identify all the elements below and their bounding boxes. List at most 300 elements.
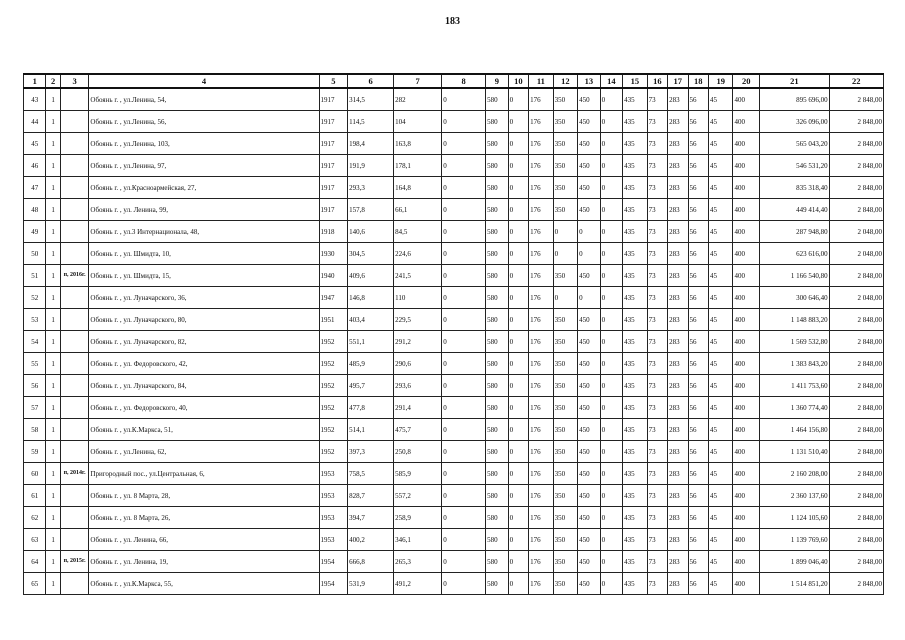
cell-col-18: 56 [688, 177, 708, 199]
cell-col-15: 435 [623, 221, 648, 243]
table-row [24, 243, 884, 265]
cell-col-8: 0 [442, 375, 486, 397]
cell-col-19: 45 [708, 463, 733, 485]
cell-col-9: 580 [486, 375, 508, 397]
cell-col-5: 1952 [319, 331, 348, 353]
cell-col-9: 580 [486, 485, 508, 507]
cell-col-2: 1 [46, 265, 60, 287]
cell-col-7: 241,5 [394, 265, 442, 287]
cell-col-8: 0 [442, 573, 486, 595]
cell-col-11: 176 [529, 309, 554, 331]
cell-col-5: 1952 [319, 419, 348, 441]
cell-col-9: 580 [486, 463, 508, 485]
cell-col-11: 176 [529, 88, 554, 111]
cell-col-5: 1954 [319, 573, 348, 595]
cell-col-6: 758,5 [348, 463, 394, 485]
table-row [24, 309, 884, 331]
cell-col-7: 291,2 [394, 331, 442, 353]
cell-col-5: 1918 [319, 221, 348, 243]
cell-col-18: 56 [688, 485, 708, 507]
cell-col-4: Обоянь г. , ул. 8 Марта, 28, [89, 485, 319, 507]
cell-col-13: 450 [578, 551, 600, 573]
cell-col-18: 56 [688, 375, 708, 397]
cell-col-13: 450 [578, 463, 600, 485]
cell-col-5: 1917 [319, 88, 348, 111]
cell-col-21: 1 569 532,80 [760, 331, 830, 353]
cell-col-18: 56 [688, 287, 708, 309]
cell-col-11: 176 [529, 111, 554, 133]
cell-col-6: 409,6 [348, 265, 394, 287]
cell-col-12: 350 [553, 463, 578, 485]
cell-col-4: Обоянь г. , ул.Ленина, 54, [89, 88, 319, 111]
cell-col-5: 1940 [319, 265, 348, 287]
cell-col-13: 450 [578, 133, 600, 155]
cell-col-20: 400 [733, 243, 760, 265]
column-header-13: 13 [578, 74, 600, 88]
cell-col-14: 0 [600, 573, 622, 595]
cell-col-10: 0 [508, 397, 528, 419]
cell-col-13: 0 [578, 287, 600, 309]
cell-col-4: Обоянь г. , ул. Луначарского, 36, [89, 287, 319, 309]
cell-col-14: 0 [600, 529, 622, 551]
cell-col-5: 1947 [319, 287, 348, 309]
cell-col-2: 1 [46, 199, 60, 221]
table-row [24, 573, 884, 595]
cell-col-22: 2 848,00 [829, 551, 883, 573]
cell-col-17: 283 [668, 331, 688, 353]
cell-col-19: 45 [708, 133, 733, 155]
cell-col-11: 176 [529, 485, 554, 507]
cell-col-3: п, 2014г. [60, 463, 89, 485]
cell-col-12: 350 [553, 529, 578, 551]
cell-col-6: 394,7 [348, 507, 394, 529]
cell-col-11: 176 [529, 529, 554, 551]
cell-col-19: 45 [708, 221, 733, 243]
cell-col-4: Обоянь г. , ул. Луначарского, 80, [89, 309, 319, 331]
cell-col-21: 565 043,20 [760, 133, 830, 155]
cell-col-3 [60, 375, 89, 397]
cell-col-3 [60, 309, 89, 331]
cell-col-12: 350 [553, 265, 578, 287]
cell-col-16: 73 [647, 529, 667, 551]
cell-col-2: 1 [46, 221, 60, 243]
cell-col-20: 400 [733, 507, 760, 529]
cell-col-20: 400 [733, 375, 760, 397]
cell-col-22: 2 848,00 [829, 353, 883, 375]
cell-col-7: 346,1 [394, 529, 442, 551]
cell-col-4: Обоянь г. , ул.3 Интернационала, 48, [89, 221, 319, 243]
cell-col-8: 0 [442, 353, 486, 375]
cell-col-10: 0 [508, 309, 528, 331]
cell-col-10: 0 [508, 111, 528, 133]
cell-col-17: 283 [668, 441, 688, 463]
table-row [24, 111, 884, 133]
cell-col-14: 0 [600, 243, 622, 265]
cell-col-4: Обоянь г. , ул. Ленина, 66, [89, 529, 319, 551]
cell-col-14: 0 [600, 419, 622, 441]
cell-col-20: 400 [733, 287, 760, 309]
cell-col-9: 580 [486, 221, 508, 243]
cell-col-2: 1 [46, 375, 60, 397]
cell-col-15: 435 [623, 287, 648, 309]
cell-col-12: 350 [553, 375, 578, 397]
cell-col-22: 2 848,00 [829, 419, 883, 441]
cell-col-12: 350 [553, 155, 578, 177]
column-header-8: 8 [442, 74, 486, 88]
cell-col-15: 435 [623, 243, 648, 265]
column-header-19: 19 [708, 74, 733, 88]
cell-col-22: 2 848,00 [829, 309, 883, 331]
cell-col-20: 400 [733, 88, 760, 111]
column-header-1: 1 [24, 74, 46, 88]
cell-col-13: 450 [578, 155, 600, 177]
cell-col-13: 450 [578, 507, 600, 529]
column-header-3: 3 [60, 74, 89, 88]
cell-col-10: 0 [508, 331, 528, 353]
cell-col-2: 1 [46, 353, 60, 375]
cell-col-9: 580 [486, 265, 508, 287]
cell-col-17: 283 [668, 221, 688, 243]
cell-col-4: Обоянь г. , ул.К.Маркса, 55, [89, 573, 319, 595]
cell-col-13: 450 [578, 111, 600, 133]
cell-col-18: 56 [688, 331, 708, 353]
cell-col-20: 400 [733, 463, 760, 485]
cell-col-19: 45 [708, 111, 733, 133]
cell-col-11: 176 [529, 221, 554, 243]
cell-col-11: 176 [529, 397, 554, 419]
cell-col-19: 45 [708, 485, 733, 507]
cell-col-2: 1 [46, 397, 60, 419]
cell-col-22: 2 848,00 [829, 111, 883, 133]
cell-col-11: 176 [529, 353, 554, 375]
cell-col-2: 1 [46, 485, 60, 507]
cell-col-17: 283 [668, 463, 688, 485]
cell-col-21: 835 318,40 [760, 177, 830, 199]
cell-col-8: 0 [442, 111, 486, 133]
cell-col-2: 1 [46, 111, 60, 133]
cell-col-1: 58 [24, 419, 46, 441]
cell-col-3 [60, 177, 89, 199]
cell-col-13: 450 [578, 485, 600, 507]
cell-col-3 [60, 397, 89, 419]
cell-col-10: 0 [508, 419, 528, 441]
cell-col-17: 283 [668, 265, 688, 287]
cell-col-4: Обоянь г. , ул. Луначарского, 84, [89, 375, 319, 397]
cell-col-1: 46 [24, 155, 46, 177]
cell-col-14: 0 [600, 353, 622, 375]
cell-col-10: 0 [508, 507, 528, 529]
cell-col-18: 56 [688, 88, 708, 111]
cell-col-4: Обоянь г. , ул. Шмидта, 15, [89, 265, 319, 287]
cell-col-10: 0 [508, 441, 528, 463]
cell-col-8: 0 [442, 397, 486, 419]
cell-col-11: 176 [529, 243, 554, 265]
cell-col-3 [60, 331, 89, 353]
cell-col-4: Обоянь г. , ул.Ленина, 62, [89, 441, 319, 463]
cell-col-11: 176 [529, 265, 554, 287]
cell-col-9: 580 [486, 441, 508, 463]
table-row [24, 353, 884, 375]
cell-col-10: 0 [508, 551, 528, 573]
cell-col-15: 435 [623, 111, 648, 133]
cell-col-6: 403,4 [348, 309, 394, 331]
cell-col-14: 0 [600, 221, 622, 243]
cell-col-14: 0 [600, 397, 622, 419]
cell-col-22: 2 048,00 [829, 287, 883, 309]
cell-col-1: 45 [24, 133, 46, 155]
cell-col-21: 2 360 137,60 [760, 485, 830, 507]
cell-col-8: 0 [442, 419, 486, 441]
cell-col-12: 350 [553, 353, 578, 375]
cell-col-1: 61 [24, 485, 46, 507]
cell-col-5: 1917 [319, 199, 348, 221]
cell-col-6: 397,3 [348, 441, 394, 463]
cell-col-14: 0 [600, 88, 622, 111]
cell-col-8: 0 [442, 265, 486, 287]
page-number: 183 [445, 16, 460, 27]
table-row [24, 331, 884, 353]
cell-col-6: 531,9 [348, 573, 394, 595]
cell-col-12: 350 [553, 441, 578, 463]
cell-col-7: 84,5 [394, 221, 442, 243]
cell-col-16: 73 [647, 397, 667, 419]
cell-col-3 [60, 573, 89, 595]
cell-col-6: 666,8 [348, 551, 394, 573]
cell-col-1: 48 [24, 199, 46, 221]
cell-col-1: 52 [24, 287, 46, 309]
cell-col-22: 2 848,00 [829, 133, 883, 155]
column-header-7: 7 [394, 74, 442, 88]
cell-col-4: Обоянь г. , ул.К.Маркса, 51, [89, 419, 319, 441]
cell-col-12: 350 [553, 551, 578, 573]
cell-col-7: 229,5 [394, 309, 442, 331]
cell-col-7: 258,9 [394, 507, 442, 529]
cell-col-21: 326 096,00 [760, 111, 830, 133]
column-header-20: 20 [733, 74, 760, 88]
cell-col-11: 176 [529, 287, 554, 309]
cell-col-19: 45 [708, 419, 733, 441]
cell-col-6: 828,7 [348, 485, 394, 507]
cell-col-20: 400 [733, 551, 760, 573]
cell-col-14: 0 [600, 441, 622, 463]
cell-col-19: 45 [708, 573, 733, 595]
cell-col-3 [60, 199, 89, 221]
cell-col-4: Обоянь г. , ул.Красноармейская, 27, [89, 177, 319, 199]
cell-col-20: 400 [733, 353, 760, 375]
cell-col-22: 2 848,00 [829, 177, 883, 199]
cell-col-19: 45 [708, 265, 733, 287]
cell-col-2: 1 [46, 88, 60, 111]
cell-col-14: 0 [600, 111, 622, 133]
cell-col-7: 163,8 [394, 133, 442, 155]
cell-col-1: 49 [24, 221, 46, 243]
cell-col-7: 164,8 [394, 177, 442, 199]
cell-col-8: 0 [442, 177, 486, 199]
cell-col-6: 514,1 [348, 419, 394, 441]
cell-col-2: 1 [46, 573, 60, 595]
cell-col-18: 56 [688, 155, 708, 177]
cell-col-15: 435 [623, 419, 648, 441]
cell-col-14: 0 [600, 375, 622, 397]
cell-col-6: 551,1 [348, 331, 394, 353]
column-header-16: 16 [647, 74, 667, 88]
cell-col-9: 580 [486, 353, 508, 375]
cell-col-21: 287 948,80 [760, 221, 830, 243]
cell-col-7: 293,6 [394, 375, 442, 397]
cell-col-6: 314,5 [348, 88, 394, 111]
cell-col-14: 0 [600, 485, 622, 507]
cell-col-3 [60, 133, 89, 155]
cell-col-9: 580 [486, 287, 508, 309]
cell-col-2: 1 [46, 529, 60, 551]
cell-col-16: 73 [647, 419, 667, 441]
cell-col-12: 350 [553, 507, 578, 529]
cell-col-18: 56 [688, 133, 708, 155]
cell-col-19: 45 [708, 155, 733, 177]
cell-col-8: 0 [442, 529, 486, 551]
cell-col-6: 157,8 [348, 199, 394, 221]
cell-col-10: 0 [508, 221, 528, 243]
cell-col-19: 45 [708, 287, 733, 309]
column-header-9: 9 [486, 74, 508, 88]
cell-col-17: 283 [668, 353, 688, 375]
cell-col-21: 1 166 540,80 [760, 265, 830, 287]
cell-col-21: 1 514 851,20 [760, 573, 830, 595]
cell-col-19: 45 [708, 441, 733, 463]
cell-col-14: 0 [600, 287, 622, 309]
cell-col-22: 2 848,00 [829, 573, 883, 595]
cell-col-21: 300 646,40 [760, 287, 830, 309]
cell-col-1: 56 [24, 375, 46, 397]
cell-col-5: 1953 [319, 485, 348, 507]
table-body [24, 88, 884, 595]
column-header-21: 21 [760, 74, 830, 88]
cell-col-9: 580 [486, 199, 508, 221]
cell-col-6: 146,8 [348, 287, 394, 309]
cell-col-14: 0 [600, 155, 622, 177]
cell-col-16: 73 [647, 507, 667, 529]
cell-col-9: 580 [486, 331, 508, 353]
cell-col-4: Обоянь г. , ул. 8 Марта, 26, [89, 507, 319, 529]
cell-col-15: 435 [623, 309, 648, 331]
cell-col-1: 55 [24, 353, 46, 375]
cell-col-9: 580 [486, 397, 508, 419]
cell-col-4: Обоянь г. , ул. Федоровского, 40, [89, 397, 319, 419]
cell-col-13: 450 [578, 353, 600, 375]
cell-col-22: 2 848,00 [829, 485, 883, 507]
table-row [24, 551, 884, 573]
cell-col-7: 104 [394, 111, 442, 133]
cell-col-11: 176 [529, 375, 554, 397]
cell-col-17: 283 [668, 529, 688, 551]
cell-col-11: 176 [529, 331, 554, 353]
cell-col-18: 56 [688, 309, 708, 331]
cell-col-10: 0 [508, 573, 528, 595]
cell-col-3 [60, 287, 89, 309]
cell-col-6: 495,7 [348, 375, 394, 397]
column-header-22: 22 [829, 74, 883, 88]
cell-col-5: 1953 [319, 463, 348, 485]
cell-col-17: 283 [668, 573, 688, 595]
cell-col-16: 73 [647, 221, 667, 243]
cell-col-20: 400 [733, 485, 760, 507]
cell-col-15: 435 [623, 529, 648, 551]
cell-col-7: 491,2 [394, 573, 442, 595]
cell-col-9: 580 [486, 88, 508, 111]
cell-col-2: 1 [46, 441, 60, 463]
cell-col-15: 435 [623, 155, 648, 177]
cell-col-21: 895 696,00 [760, 88, 830, 111]
cell-col-15: 435 [623, 441, 648, 463]
cell-col-22: 2 848,00 [829, 331, 883, 353]
cell-col-11: 176 [529, 155, 554, 177]
cell-col-4: Обоянь г. , ул.Ленина, 103, [89, 133, 319, 155]
cell-col-1: 43 [24, 88, 46, 111]
cell-col-13: 450 [578, 419, 600, 441]
cell-col-3 [60, 111, 89, 133]
column-number-header-row [24, 74, 884, 88]
cell-col-22: 2 848,00 [829, 88, 883, 111]
cell-col-19: 45 [708, 88, 733, 111]
table-row [24, 441, 884, 463]
cell-col-4: Обоянь г. , ул. Ленина, 19, [89, 551, 319, 573]
cell-col-6: 140,6 [348, 221, 394, 243]
cell-col-9: 580 [486, 573, 508, 595]
cell-col-16: 73 [647, 155, 667, 177]
cell-col-14: 0 [600, 331, 622, 353]
cell-col-10: 0 [508, 463, 528, 485]
cell-col-20: 400 [733, 133, 760, 155]
cell-col-20: 400 [733, 331, 760, 353]
cell-col-18: 56 [688, 529, 708, 551]
cell-col-5: 1952 [319, 375, 348, 397]
cell-col-1: 51 [24, 265, 46, 287]
cell-col-13: 450 [578, 265, 600, 287]
column-header-2: 2 [46, 74, 60, 88]
cell-col-12: 350 [553, 309, 578, 331]
cell-col-14: 0 [600, 463, 622, 485]
cell-col-20: 400 [733, 419, 760, 441]
cell-col-22: 2 848,00 [829, 441, 883, 463]
cell-col-22: 2 048,00 [829, 221, 883, 243]
table-row [24, 265, 884, 287]
cell-col-16: 73 [647, 133, 667, 155]
cell-col-12: 350 [553, 177, 578, 199]
cell-col-22: 2 848,00 [829, 397, 883, 419]
cell-col-8: 0 [442, 221, 486, 243]
column-header-12: 12 [553, 74, 578, 88]
cell-col-15: 435 [623, 353, 648, 375]
cell-col-18: 56 [688, 265, 708, 287]
cell-col-21: 623 616,00 [760, 243, 830, 265]
cell-col-2: 1 [46, 155, 60, 177]
cell-col-21: 1 139 769,60 [760, 529, 830, 551]
cell-col-6: 400,2 [348, 529, 394, 551]
cell-col-7: 224,6 [394, 243, 442, 265]
cell-col-10: 0 [508, 375, 528, 397]
cell-col-3 [60, 221, 89, 243]
table-row [24, 419, 884, 441]
cell-col-16: 73 [647, 287, 667, 309]
table-row [24, 199, 884, 221]
cell-col-20: 400 [733, 397, 760, 419]
cell-col-16: 73 [647, 485, 667, 507]
cell-col-17: 283 [668, 199, 688, 221]
cell-col-5: 1917 [319, 133, 348, 155]
column-header-10: 10 [508, 74, 528, 88]
cell-col-13: 450 [578, 177, 600, 199]
cell-col-21: 1 411 753,60 [760, 375, 830, 397]
